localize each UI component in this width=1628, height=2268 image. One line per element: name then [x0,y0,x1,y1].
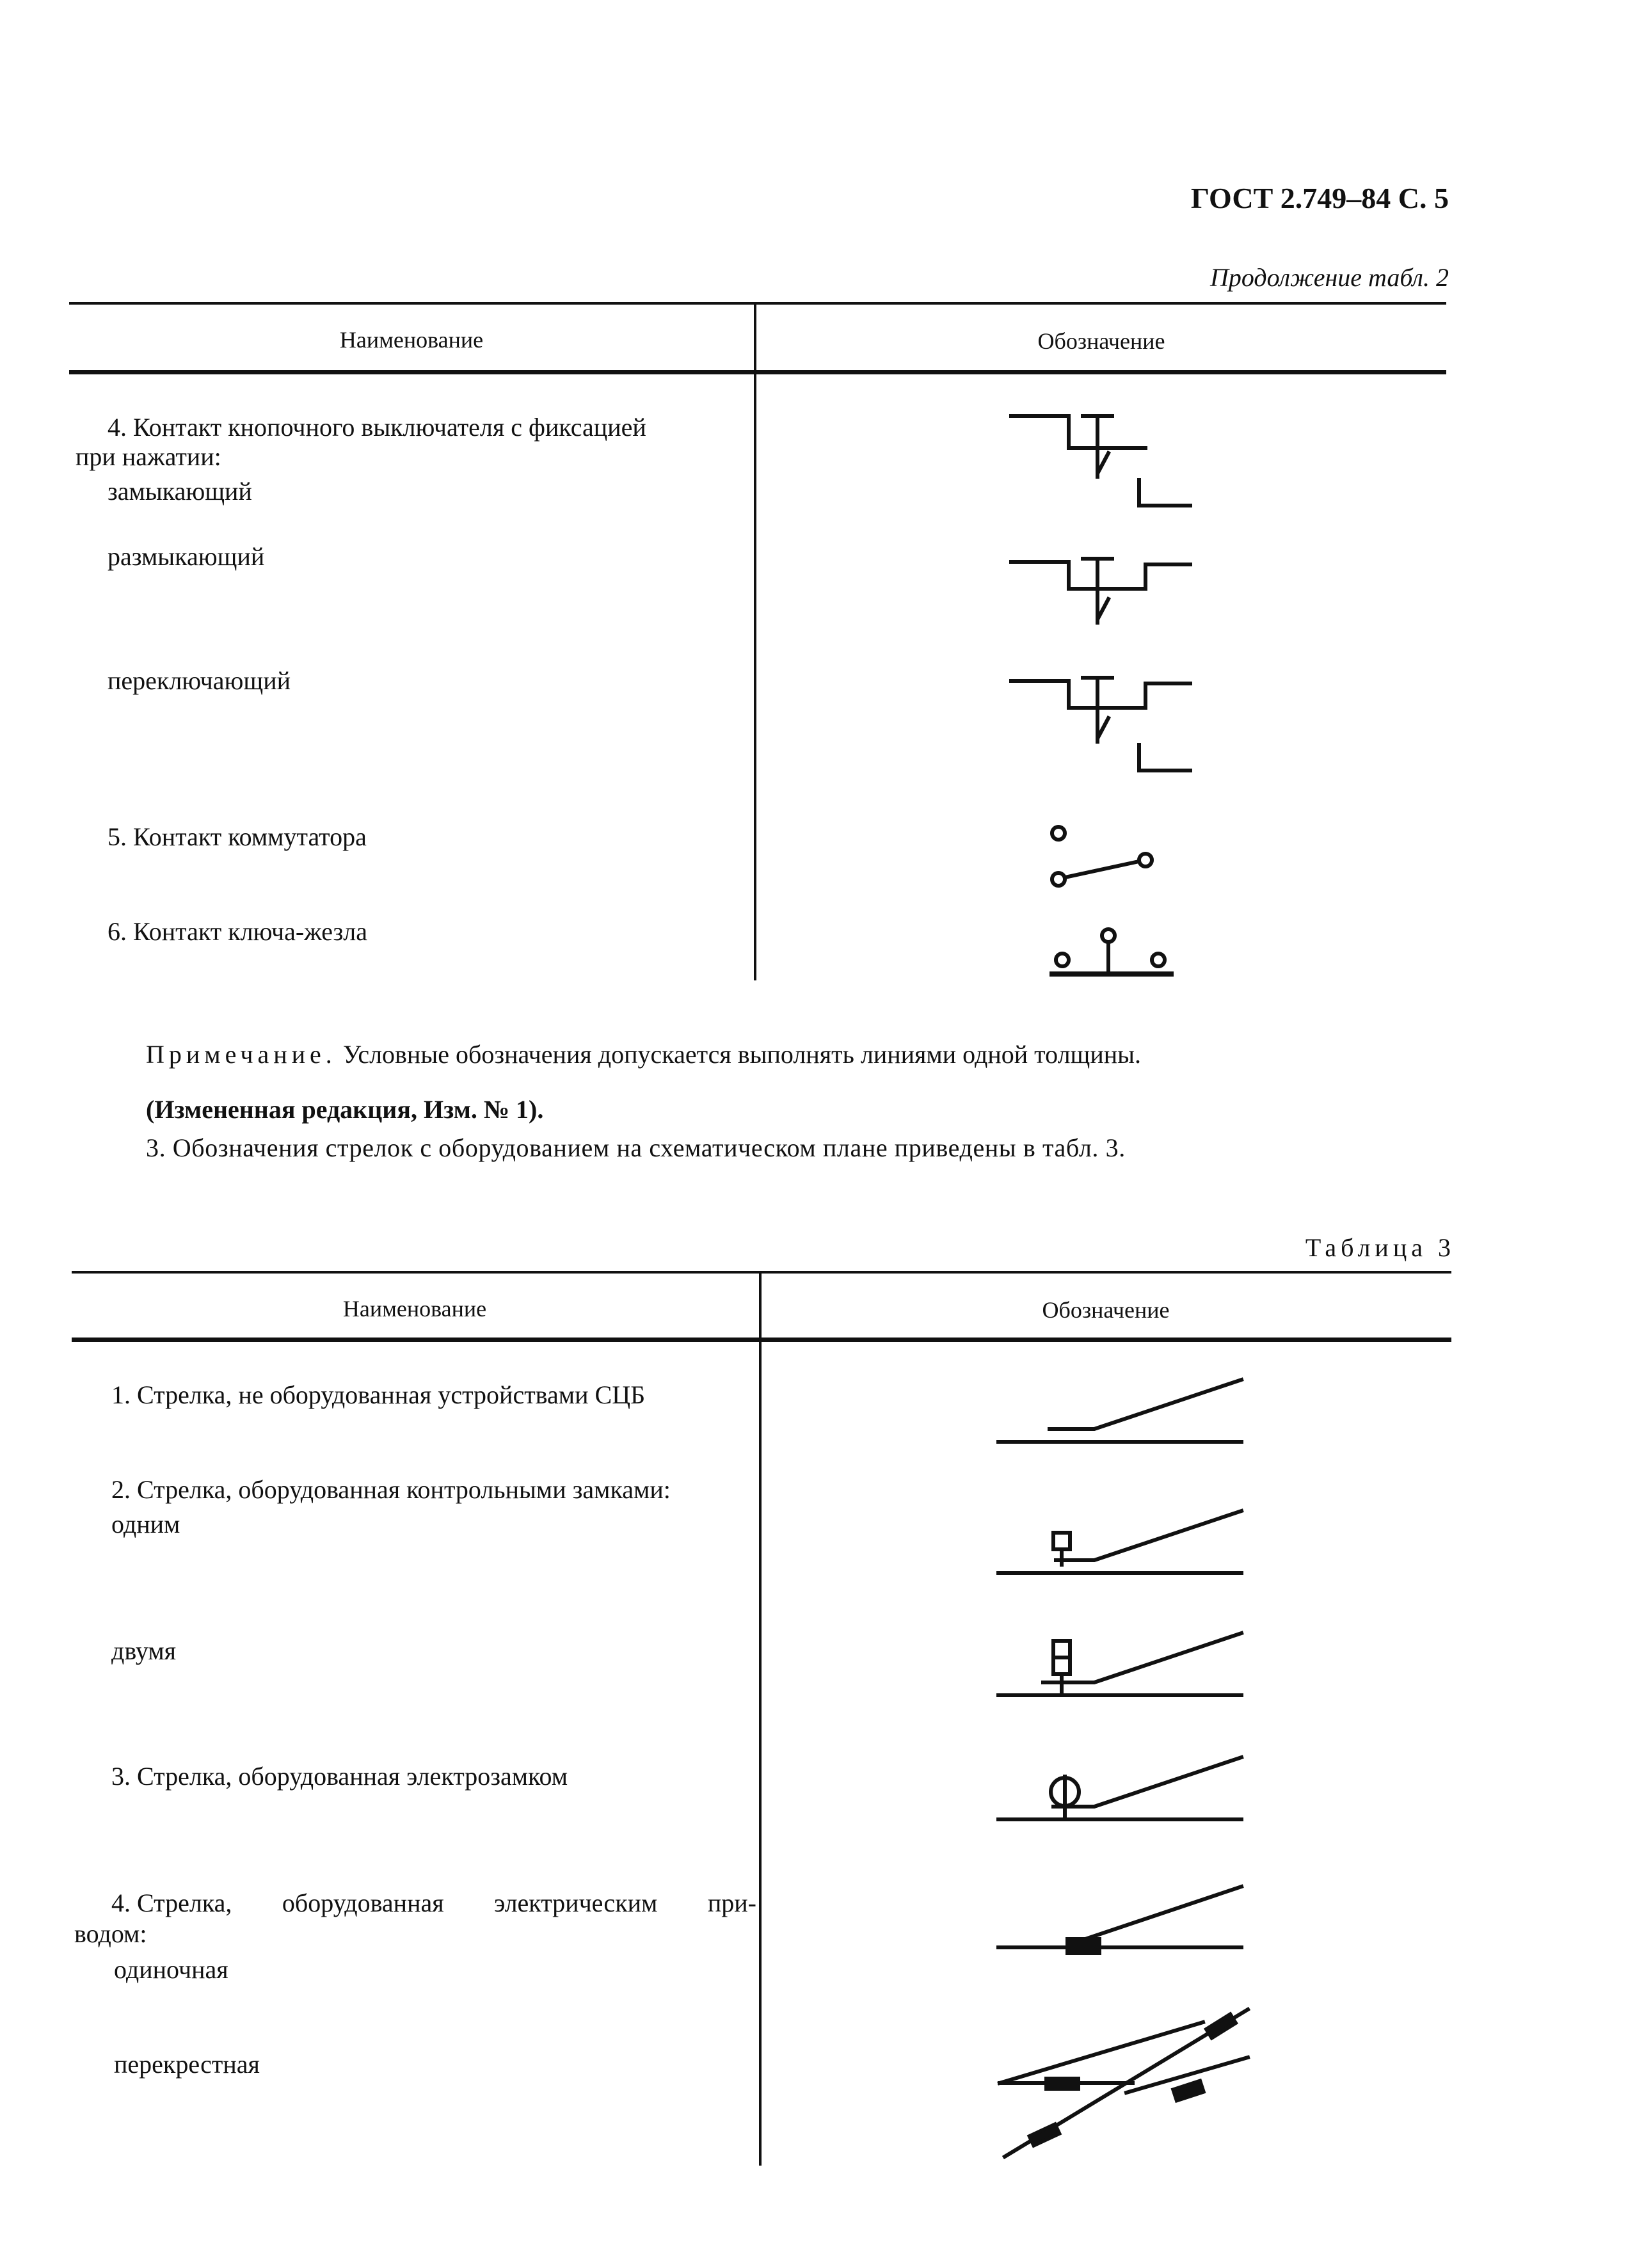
table3-col-name-header: Наименование [342,1296,487,1322]
switch-two-locks-icon [992,1629,1248,1706]
switch-electric-drive-single-icon [992,1881,1248,1958]
table2-row4-line2: при нажатии: [76,442,221,471]
table3-row4-line2: водом: [74,1919,147,1948]
table3-row-crossover-label: перекрестная [114,2050,260,2079]
table2-row-make-label: замыкающий [108,477,252,506]
page-header: ГОСТ 2.749–84 С. 5 [1190,182,1449,214]
table3-row-two-locks-label: двумя [111,1636,177,1665]
switch-electric-drive-crossover-icon [992,1997,1254,2176]
switch-one-lock-icon [992,1507,1248,1584]
switch-electric-lock-icon [992,1753,1248,1830]
table2-col-name-header: Наименование [339,327,484,353]
note-label: Примечание. [146,1040,337,1069]
table3-top-rule [72,1271,1451,1274]
table3-row2-label: 2. Стрелка, оборудованная контрольными замками: [111,1475,671,1504]
table2-row6-label: 6. Контакт ключа-жезла [108,917,368,946]
key-staff-contact-icon [1043,922,1171,986]
revision-note: (Измененная редакция, Изм. № 1). [146,1095,544,1124]
switch-no-equipment-icon [992,1376,1248,1453]
table2-row-changeover-label: переключающий [108,666,291,695]
table3-row4-line1: 4. Стрелка, оборудованная электрическим при- [111,1889,756,1917]
table2-row4-line1: 4. Контакт кнопочного выключателя с фиксацией [108,413,646,442]
table3-header-rule [72,1338,1451,1342]
button-switch-make-icon [1005,410,1197,512]
table2-row-break-label: размыкающий [108,542,265,571]
table3-column-divider [759,1271,762,2166]
paragraph-3: 3. Обозначения стрелок с оборудованием на схематическом плане приведены в табл. 3. [146,1133,1126,1162]
button-switch-break-icon [1005,555,1197,632]
table3-row-one-lock-label: одним [111,1510,180,1538]
table3-col-symbol-header: Обозначение [1042,1297,1170,1323]
table3-row1-label: 1. Стрелка, не оборудованная устройствами СЦБ [111,1380,646,1409]
table3-row-single-label: одиночная [114,1955,228,1984]
table2-col-symbol-header: Обозначение [1037,328,1165,354]
table2-top-rule [69,302,1446,305]
commutator-contact-icon [1043,819,1158,890]
table3-row3-label: 3. Стрелка, оборудованная электрозамком [111,1762,568,1791]
button-switch-changeover-icon [1005,675,1197,777]
table3-caption: Таблица 3 [1305,1233,1455,1262]
table2-row5-label: 5. Контакт коммутатора [108,822,367,851]
table-continuation-label: Продолжение табл. 2 [1209,263,1449,292]
note-text: Условные обозначения допускается выполнять линиями одной толщины. [342,1040,1142,1069]
table2-column-divider [754,302,756,980]
table2-header-rule [69,370,1446,374]
note [146,1039,1141,1070]
